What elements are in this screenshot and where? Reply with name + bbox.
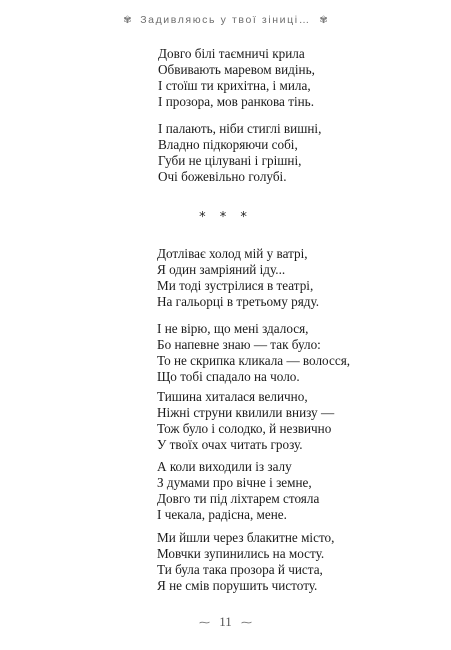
running-header-title: Задивляюсь у твої зіниці…: [140, 14, 311, 26]
poem-line: Бо напевне знаю — так було:: [157, 337, 321, 352]
poem-line: У твоїх очах читать грозу.: [157, 437, 303, 452]
poem-line: Обвивають маревом видінь,: [158, 62, 315, 77]
poem-line: Ти була така прозора й чиста,: [157, 562, 323, 577]
poem-line: Що тобі спадало на чоло.: [157, 369, 300, 384]
poem2-stanza-4: [157, 459, 319, 523]
poem-line: Ми йшли через блакитне місто,: [157, 530, 335, 545]
ornament-left-icon: ⁓: [198, 617, 210, 629]
ornament-right-icon: ⁓: [241, 617, 253, 629]
poem-line: Ніжні струни квилили внизу —: [157, 405, 335, 420]
poem-line: Владно підкоряючи собі,: [158, 137, 298, 152]
poem-line: І чекала, радісна, мене.: [157, 507, 287, 522]
poem-line: Губи не цілувані і грішні,: [158, 153, 302, 168]
poem-line: На гальорці в третьому ряду.: [157, 294, 320, 309]
poem-line: Мовчки зупинились на мосту.: [157, 546, 325, 561]
poem2-stanza-5: [157, 530, 334, 594]
poem2-stanza-1: [157, 246, 319, 310]
poem2-stanza-2: [157, 321, 350, 385]
poem-line: Тишина хиталася велично,: [157, 389, 308, 404]
page-number: 11: [219, 614, 232, 629]
poem1-stanza-2: [158, 121, 321, 185]
poem-line: І стоїш ти крихітна, і мила,: [158, 78, 311, 93]
poem-line: Довго білі таємничі крила: [158, 46, 305, 61]
running-header: [0, 14, 451, 26]
poem-line: Довго ти під ліхтарем стояла: [157, 491, 320, 506]
poem-line: Тож було і солодко, й незвично: [157, 421, 332, 436]
poem-line: Я не смів порушить чистоту.: [157, 578, 318, 593]
poem-line: І прозора, мов ранкова тінь.: [158, 94, 314, 109]
poem-line: То не скрипка кликала — волосся,: [157, 353, 351, 368]
poem-line: І палають, ніби стиглі вишні,: [158, 121, 322, 136]
poem-line: А коли виходили із залу: [157, 459, 292, 474]
page-footer: [0, 614, 451, 630]
poem1-stanza-1: [158, 46, 315, 110]
poem-line: Очі божевільно голубі.: [158, 169, 287, 184]
poem2-stanza-3: [157, 389, 334, 453]
ornament-left-icon: ✾: [123, 15, 132, 26]
ornament-right-icon: ✾: [319, 15, 328, 26]
poem-line: З думами про вічне і земне,: [157, 475, 312, 490]
poem-line: І не вірю, що мені здалося,: [157, 321, 309, 336]
poem-line: Дотліває холод мій у ватрі,: [157, 246, 308, 261]
section-separator: * * *: [199, 210, 252, 225]
poem-line: Ми тоді зустрілися в театрі,: [157, 278, 314, 293]
poem-line: Я один замріяний іду...: [157, 262, 286, 277]
